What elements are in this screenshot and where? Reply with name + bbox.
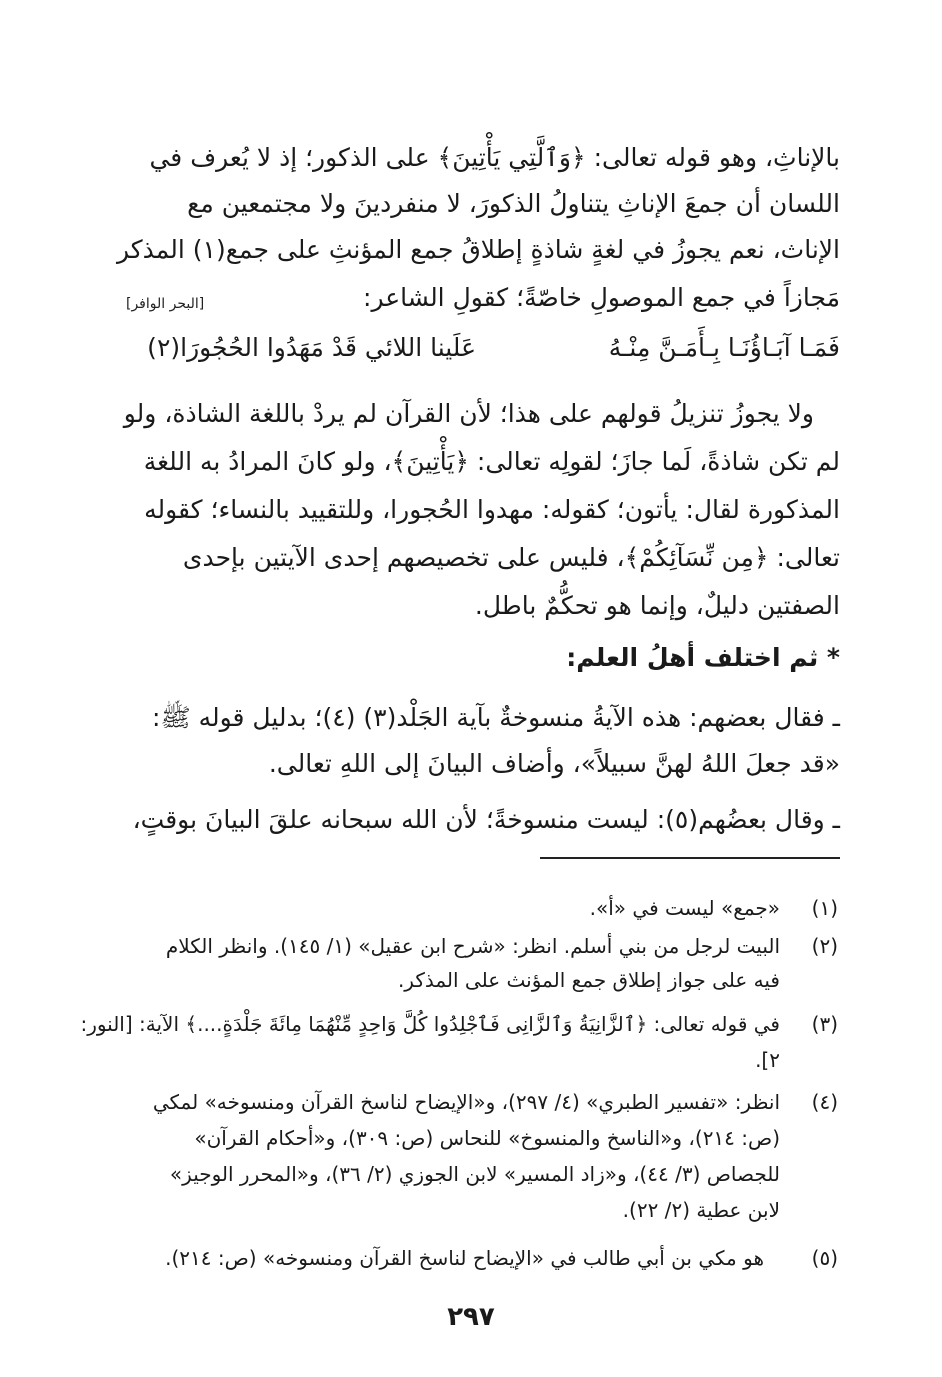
text-line: لم تكن شاذةً، لَما جازَ؛ لقولِه تعالى: ﴿يَأْتِينَ﴾، ولو كانَ المرادُ به اللغة [143, 447, 840, 476]
meter-note: [البحر الوافر] [126, 296, 205, 312]
text-line-content: مَجازاً في جمع الموصولِ خاصّةً؛ كقولِ الشاعر: [363, 283, 840, 312]
footnote-text: البيت لرجل من بني أسلم. انظر: «شرح ابن عقيل» (١/ ١٤٥). وانظر الكلام [165, 934, 780, 958]
text-line: ـ وقال بعضُهم(٥): ليست منسوخةً؛ لأن الله سبحانه علقَ البيانَ بوقتٍ، [132, 805, 840, 834]
text-line: تعالى: ﴿مِن نِّسَآئِكُمْ﴾، فليس على تخصيصهم إحدى الآيتين بإحدى [182, 543, 840, 572]
footnote-text: لابن عطية (٢/ ٢٢). [622, 1198, 780, 1222]
footnote-number: (٢) [811, 934, 838, 958]
footnote-number: (٥) [811, 1246, 838, 1270]
footnote-5 [122, 1242, 838, 1274]
text-line: اللسان أن جمعَ الإناثِ يتناولُ الذكورَ، لا منفردينَ ولا مجتمعين مع [187, 189, 840, 218]
section-heading: * ثم اختلف أهلُ العلم: [566, 643, 840, 672]
text-line: الإناث، نعم يجوزُ في لغةٍ شاذةٍ إطلاقُ جمع المؤنثِ على جمع(١) المذكر [116, 235, 840, 264]
footnote-4 [122, 1086, 838, 1226]
text-line: المذكورة لقال: يأتون؛ كقوله: مهدوا الحُجورا، وللتقييد بالنساء؛ كقوله [144, 495, 840, 524]
poetry-verse [126, 326, 840, 370]
text-line: «قد جعلَ اللهُ لهنَّ سبيلاً»، وأضاف البيانَ إلى اللهِ تعالى. [268, 749, 840, 778]
footnote-text: هو مكي بن أبي طالب في «الإيضاح لناسخ القرآن ومنسوخه» (ص: ٢١٤). [165, 1246, 764, 1270]
footnote-text: انظر: «تفسير الطبري» (٤/ ٢٩٧)، و«الإيضاح لناسخ القرآن ومنسوخه» لمكي [152, 1090, 780, 1114]
verse-second-hemistich: عَلَينا اللائي قَدْ مَهَدُوا الحُجُورَا(٢) [147, 333, 476, 362]
text-line: ـ فقال بعضهم: هذه الآيةُ منسوخةٌ بآية الجَلْد(٣) (٤)؛ بدليل قوله ﷺ: [152, 703, 840, 732]
footnote-2 [122, 930, 838, 994]
page-number: ٢٩٧ [447, 1302, 495, 1332]
footnote-separator [540, 857, 840, 859]
footnote-text: «جمع» ليست في «أ». [589, 896, 780, 920]
footnote-text: (ص: ٢١٤)، و«الناسخ والمنسوخ» للنحاس (ص: ٣٠٩)، و«أحكام القرآن» [194, 1126, 780, 1150]
footnote-3 [80, 1008, 838, 1072]
footnote-text: فيه على جواز إطلاق جمع المؤنث على المذكر. [397, 968, 780, 992]
text-line [126, 276, 840, 320]
text-line: بالإناثِ، وهو قوله تعالى: ﴿وَٱلَّتِي يَأْتِينَ﴾ على الذكور؛ إذ لا يُعرف في [149, 143, 840, 172]
footnote-text: للجصاص (٣/ ٤٤)، و«زاد المسير» لابن الجوزي (٢/ ٣٦)، و«المحرر الوجيز» [169, 1162, 780, 1186]
footnote-1 [122, 892, 838, 924]
footnote-text: في قوله تعالى: ﴿ٱلزَّانِيَةُ وَٱلزَّانِى فَٱجْلِدُوا كُلَّ وَاحِدٍ مِّنْهُمَا مِائَةَ جَلْدَةٍ....﴾ الآية: [النور: [80, 1012, 780, 1036]
footnote-number: (١) [811, 896, 838, 920]
footnote-number: (٣) [811, 1012, 838, 1036]
text-line: ولا يجوزُ تنزيلُ قولهم على هذا؛ لأن القرآن لم يردْ باللغة الشاذة، ولو [123, 399, 814, 428]
text-line: الصفتين دليلٌ، وإنما هو تحكُّمٌ باطل. [474, 591, 840, 620]
verse-first-hemistich: فَمَـا آبَـاؤُنَـا بِـأَمَـنَّ مِنْـهُ [608, 333, 840, 362]
footnote-number: (٤) [811, 1090, 838, 1114]
footnote-text: ٢]. [755, 1048, 780, 1072]
